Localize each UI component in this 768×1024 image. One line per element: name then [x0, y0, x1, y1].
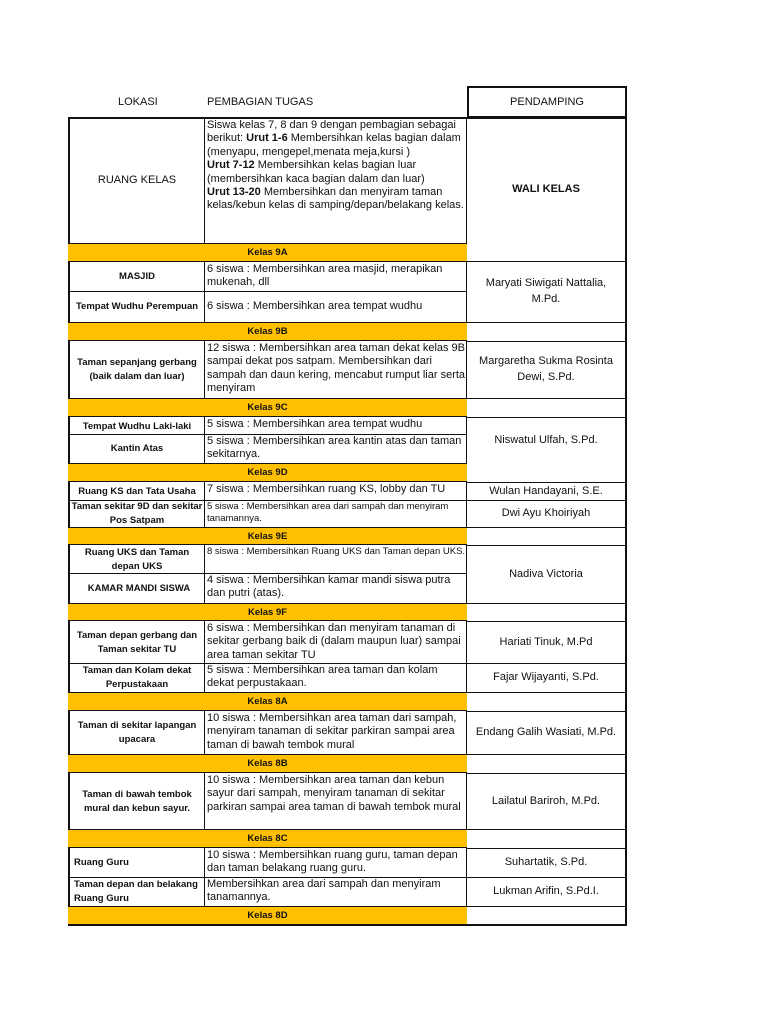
lokasi-taman-9d	[70, 501, 204, 527]
hline	[466, 906, 626, 907]
tugas-kamar-mandi	[205, 574, 466, 603]
lokasi-taman-guru	[70, 878, 204, 906]
lokasi-taman-gerbang-text: Taman sepanjang gerbang (baik dalam dan luar)	[77, 357, 197, 382]
tugas-uks	[205, 546, 466, 573]
header-pendamping-box	[467, 86, 627, 118]
pendamping-taman-9d	[467, 501, 625, 527]
lokasi-kolam	[70, 664, 204, 692]
lokasi-mural	[70, 774, 204, 829]
lokasi-kamar-mandi-text: KAMAR MANDI SISWA	[87, 582, 191, 594]
header-pendamping: PENDAMPING	[510, 96, 584, 108]
tugas-urut-13-20: Membersihkan dan menyiram taman kelas/kebun kelas di samping/depan/belakang kelas.	[207, 186, 464, 212]
tugas-lapangan-text: 10 siswa : Membersihkan area taman dari sampah, menyiram tanaman di sekitar parkiran sampai area taman di bawah tembok mural	[207, 712, 457, 751]
tugas-taman-gerbang	[205, 342, 466, 398]
tugas-kolam	[205, 664, 466, 692]
band-kelas-9e: Kelas 9E	[68, 527, 467, 545]
lokasi-masjid	[70, 262, 204, 291]
urut-7-12: Urut 7-12	[207, 159, 255, 172]
hline	[466, 398, 626, 399]
lokasi-uks	[70, 546, 204, 573]
lokasi-ruang-guru	[70, 849, 204, 877]
tugas-taman-guru	[205, 878, 466, 906]
lokasi-lapangan-text: Taman di sekitar lapangan upacara	[77, 720, 197, 745]
tugas-wudhu-laki-text: 5 siswa : Membersihkan area tempat wudhu	[207, 418, 423, 430]
band-kelas-8b: Kelas 8B	[68, 754, 467, 773]
pendamping-ruang-kelas	[467, 119, 625, 261]
pendamping-taman-guru-text: Lukman Arifin, S.Pd.I.	[493, 885, 599, 898]
tugas-ruang-guru-text: 10 siswa : Membersihkan ruang guru, taman depan dan taman belakang ruang guru.	[207, 849, 458, 875]
tugas-ruang-ks-text: 7 siswa : Membersihkan ruang KS, lobby dan TU	[207, 483, 446, 495]
band-kelas-9b: Kelas 9B	[68, 322, 467, 341]
header-pembagian-tugas: PEMBAGIAN TUGAS	[207, 96, 314, 108]
urut-13-20: Urut 13-20	[207, 186, 261, 199]
hline	[466, 754, 626, 755]
lokasi-ruang-kelas	[70, 119, 204, 243]
tugas-urut-1-6: Membersihkan kelas bagian dalam (menyapu, mengepel,menata meja,kursi )	[207, 132, 461, 158]
urut-1-6: Urut 1-6	[246, 132, 288, 145]
tugas-ruang-guru	[205, 849, 466, 877]
tugas-ruang-kelas	[205, 119, 466, 243]
pendamping-9a-text: Maryati Siwigati Nattalia, M.Pd.	[485, 277, 607, 305]
tugas-mural	[205, 774, 466, 829]
band-kelas-8d: Kelas 8D	[68, 906, 467, 925]
tugas-kantin-text: 5 siswa : Membersihkan area kantin atas dan taman sekitarnya.	[207, 435, 462, 461]
lokasi-masjid-text: MASJID	[119, 270, 155, 282]
tugas-taman-tu	[205, 622, 466, 663]
tugas-kolam-text: 5 siswa : Membersihkan area taman dan kolam dekat perpustakaan.	[207, 664, 438, 690]
lokasi-taman-tu-text: Taman depan gerbang dan Taman sekitar TU	[76, 629, 198, 655]
pendamping-taman-9d-text: Dwi Ayu Khoiriyah	[501, 507, 591, 520]
pendamping-9e-text: Nadiva Victoria	[509, 567, 583, 580]
pendamping-9c-text: Niswatul Ulfah, S.Pd.	[494, 433, 598, 446]
lokasi-taman-gerbang	[70, 342, 204, 398]
tugas-kamar-mandi-text: 4 siswa : Membersihkan kamar mandi siswa putra dan putri (atas).	[207, 574, 451, 600]
tugas-masjid	[205, 263, 466, 291]
tugas-kantin	[205, 435, 466, 463]
pendamping-wali-kelas: WALI KELAS	[512, 183, 580, 196]
lokasi-kantin	[70, 435, 204, 463]
pendamping-taman-tu-text: Hariati Tinuk, M.Pd	[499, 635, 593, 648]
band-kelas-8c: Kelas 8C	[68, 829, 467, 848]
lokasi-wudhu-perempuan	[70, 292, 204, 322]
lokasi-wudhu-perempuan-text: Tempat Wudhu Perempuan	[75, 301, 199, 313]
band-kelas-9d: Kelas 9D	[68, 463, 467, 482]
hline	[466, 603, 626, 604]
lokasi-wudhu-laki	[70, 418, 204, 435]
pendamping-9c	[467, 418, 625, 463]
pendamping-8b	[467, 774, 625, 829]
pendamping-ruang-guru	[467, 849, 625, 877]
lokasi-ruang-ks-text: Ruang KS dan Tata Usaha	[78, 485, 196, 497]
tugas-taman-tu-text: 6 siswa : Membersihkan dan menyiram tanaman di sekitar gerbang baik di (dalam maupun luar) sampai area taman sekitar TU	[207, 622, 461, 661]
lokasi-taman-tu	[70, 622, 204, 663]
lokasi-wudhu-laki-text: Tempat Wudhu Laki-laki	[82, 420, 192, 432]
lokasi-ruang-kelas-text: RUANG KELAS	[97, 174, 177, 187]
pendamping-8b-text: Lailatul Bariroh, M.Pd.	[491, 794, 601, 807]
lokasi-taman-guru-text: Taman depan dan belakang Ruang Guru	[74, 879, 198, 904]
band-kelas-9f: Kelas 9F	[68, 603, 467, 621]
lokasi-taman-9d-text: Taman sekitar 9D dan sekitar Pos Satpam	[71, 501, 203, 526]
tugas-taman-gerbang-text: 12 siswa : Membersihkan area taman dekat kelas 9B sampai dekat pos satpam. Membersihkan dari sampah dan daun kering, mencabut rumput liar serta menyiram	[207, 342, 466, 395]
tugas-urut-7-12: Membersihkan kelas bagian luar (membersihkan kaca bagian dalam dan luar)	[207, 159, 425, 185]
tugas-mural-text: 10 siswa : Membersihkan area taman dan kebun sayur dari sampah, menyiram tanaman di sekitar parkiran sampai area taman di bawah tembok mural	[207, 774, 461, 813]
band-kelas-9a: Kelas 9A	[68, 243, 467, 262]
tugas-uks-text: 8 siswa : Membersihkan Ruang UKS dan Taman depan UKS.	[207, 546, 466, 557]
pendamping-kolam-text: Fajar Wijayanti, S.Pd.	[493, 671, 599, 684]
tugas-taman-9d	[205, 501, 466, 527]
hline	[466, 322, 626, 323]
lokasi-ruang-guru-text: Ruang Guru	[74, 857, 129, 869]
pendamping-taman-tu	[467, 622, 625, 663]
pendamping-9a	[467, 262, 625, 322]
lokasi-uks-text: Ruang UKS dan Taman depan UKS	[84, 546, 190, 572]
lokasi-ruang-ks	[70, 483, 204, 500]
hline	[466, 829, 626, 830]
tugas-wudhu-laki	[205, 418, 466, 435]
band-kelas-8a: Kelas 8A	[68, 692, 467, 711]
tugas-ruang-ks	[205, 483, 466, 500]
tugas-wudhu-perempuan	[205, 292, 466, 322]
tugas-ruang-kelas-intro: Siswa kelas 7, 8 dan 9 dengan pembagian sebagai berikut:	[207, 119, 456, 145]
pendamping-9b	[467, 342, 625, 398]
tugas-lapangan	[205, 712, 466, 754]
tugas-masjid-text: 6 siswa : Membersihkan area masjid, merapikan mukenah, dll	[207, 263, 443, 289]
tugas-taman-guru-text: Membersihkan area dari sampah dan menyiram tanamannya.	[207, 878, 441, 904]
lokasi-kantin-text: Kantin Atas	[110, 443, 164, 455]
pendamping-8a-text: Endang Galih Wasiati, M.Pd.	[475, 726, 617, 739]
lokasi-kamar-mandi	[70, 574, 204, 603]
pendamping-9e	[467, 546, 625, 603]
lokasi-mural-text: Taman di bawah tembok mural dan kebun sayur.	[82, 788, 192, 814]
band-kelas-9c: Kelas 9C	[68, 398, 467, 417]
pendamping-ruang-guru-text: Suhartatik, S.Pd.	[504, 856, 588, 869]
lokasi-lapangan	[70, 712, 204, 754]
tugas-wudhu-perempuan-text: 6 siswa : Membersihkan area tempat wudhu	[207, 300, 423, 313]
hline	[466, 692, 626, 693]
lokasi-kolam-text: Taman dan Kolam dekat Perpustakaan	[82, 665, 192, 690]
pendamping-ruang-ks-text: Wulan Handayani, S.E.	[489, 484, 603, 497]
pendamping-8a	[467, 712, 625, 754]
pendamping-ruang-ks	[467, 483, 625, 500]
pendamping-9b-text: Margaretha Sukma Rosinta Dewi, S.Pd.	[479, 355, 613, 383]
tugas-taman-9d-text: 5 siswa : Membersihkan area dari sampah dan menyiram tanamannya.	[207, 501, 449, 524]
pendamping-kolam	[467, 664, 625, 692]
pendamping-taman-guru	[467, 878, 625, 906]
header-lokasi: LOKASI	[118, 96, 158, 108]
hline	[466, 527, 626, 528]
